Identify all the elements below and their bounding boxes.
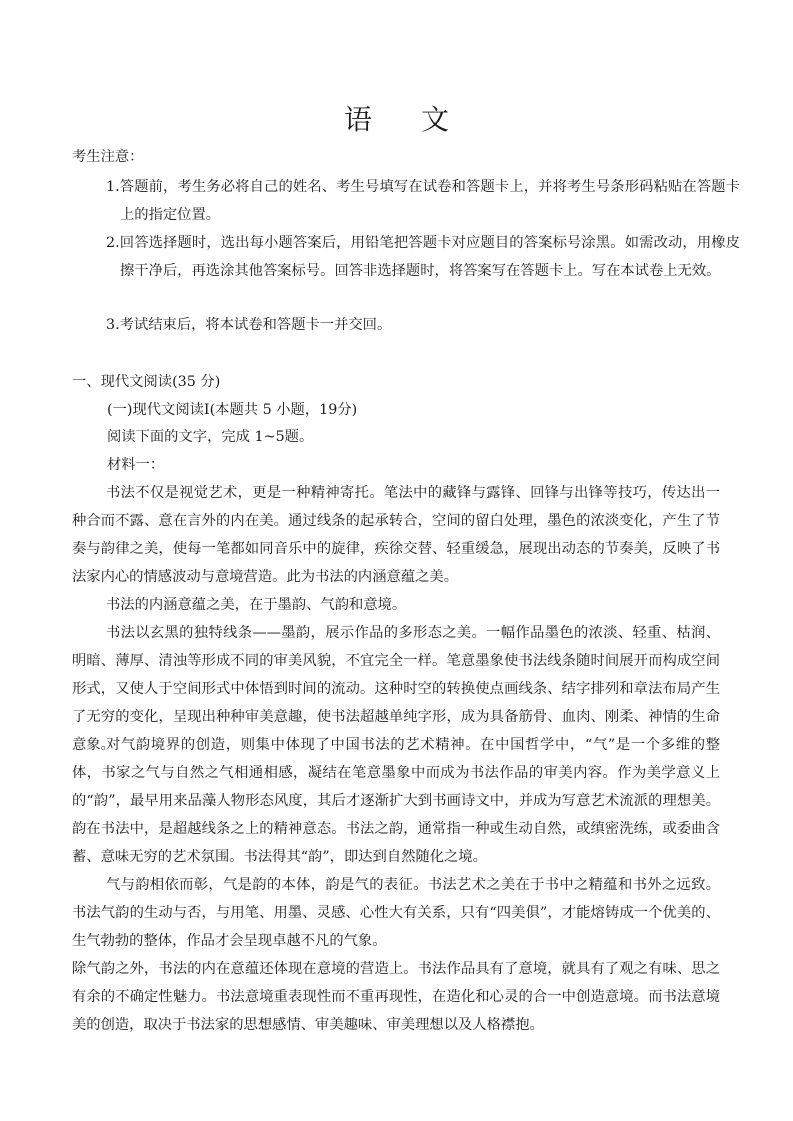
- notice-heading: 考生注意：: [72, 149, 144, 165]
- notice-item-3: 3.考试结束后，将本试卷和答题卡一并交回。: [106, 317, 392, 333]
- section-heading: 一、现代文阅读(35 分): [72, 374, 221, 390]
- passage-paragraph-5: 气与韵相依而彰，气是韵的本体，韵是气的表征。书法艺术之美在于书中之精蕴和书外之远致。书法气韵的生动与否，与用笔、用墨、灵感、心性大有关系，只有“四美俱”，才能熔铸成一个优美的、生气勃勃的整体，作品才会呈现卓越不凡的气象。: [72, 877, 720, 949]
- passage-paragraph-1: 书法不仅是视觉艺术，更是一种精神寄托。笔法中的藏锋与露锋、回锋与出锋等技巧，传达出一种合而不露、意在言外的内在美。通过线条的起承转合，空间的留白处理，墨色的浓淡变化，产生了节奏与韵律之美，使每一笔都如同音乐中的旋律，疾徐交替、轻重缓急，展现出动态的节奏美，反映了书法家内心的情感波动与意境营造。此为书法的内涵意蕴之美。: [72, 485, 720, 585]
- reading-instruction: 阅读下面的文字，完成 1~5题。: [107, 429, 314, 445]
- passage-paragraph-2: 书法的内涵意蕴之美，在于墨韵、气韵和意境。: [106, 597, 407, 613]
- notice-item-2: 2.回答选择题时，选出每小题答案后，用铅笔把答题卡对应题目的答案标号涂黑。如需改动，用橡皮擦干净后，再选涂其他答案标号。回答非选择题时，将答案写在答题卡上。写在本试卷上无效。: [106, 235, 740, 279]
- material-label: 材料一：: [107, 457, 165, 473]
- passage-paragraph-3: 书法以玄黑的独特线条——墨韵，展示作品的多形态之美。一幅作品墨色的浓淡、轻重、枯润、明暗、薄厚、清浊等形成不同的审美风貌，不宜完全一样。笔意墨象使书法线条随时间展开而构成空间形式，又使人于空间形式中体悟到时间的流动。这种时空的转换使点画线条、结字排列和章法布局产生了无穷的变化，呈现出种种审美意趣，使书法超越单纯字形，成为具备筋骨、血肉、刚柔、神情的生命意象。: [72, 625, 720, 753]
- page-title: 语 文: [344, 103, 469, 136]
- passage-paragraph-4: 对气韵境界的创造，则集中体现了中国书法的艺术精神。在中国哲学中，“气”是一个多维的整体，书家之气与自然之气相通相感，凝结在笔意墨象中而成为书法作品的审美内容。作为美学意义上的“韵”，最早用来品藻人物形态风度，其后才逐渐扩大到书画诗文中，并成为写意艺术流派的理想美。韵在书法中，是超越线条之上的精神意态。书法之韵，通常指一种或生动自然，或缜密洗练，或委曲含蓄、意味无穷的艺术氛围。书法得其“韵”，即达到自然随化之境。: [72, 737, 720, 865]
- notice-item-1: 1.答题前，考生务必将自己的姓名、考生号填写在试卷和答题卡上，并将考生号条形码粘贴在答题卡上的指定位置。: [106, 179, 740, 223]
- passage-paragraph-6: 除气韵之外，书法的内在意蕴还体现在意境的营造上。书法作品具有了意境，就具有了观之有味、思之有余的不确定性魅力。书法意境重表现性而不重再现性，在造化和心灵的合一中创造意境。而书法意境美的创造，取决于书法家的思想感情、审美趣味、审美理想以及人格襟抱。: [72, 961, 720, 1033]
- subsection-heading: (一)现代文阅读Ⅰ(本题共 5 小题，19分): [107, 402, 358, 418]
